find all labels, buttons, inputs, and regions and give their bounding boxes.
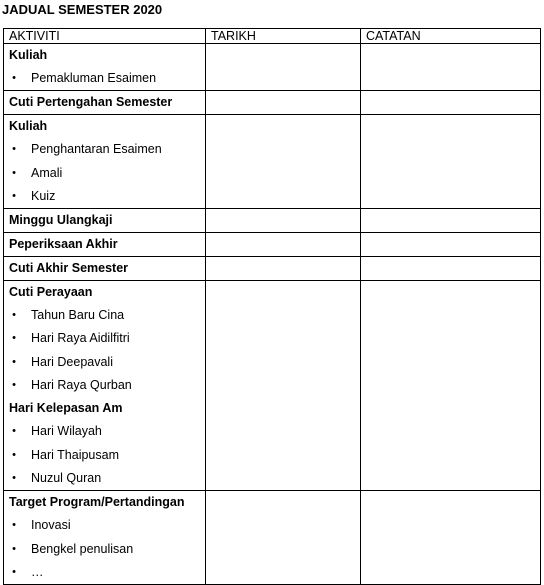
activity-heading: Target Program/Pertandingan bbox=[9, 495, 185, 510]
bullet-icon: • bbox=[12, 519, 16, 532]
list-item-text: Pemakluman Esaimen bbox=[31, 71, 157, 85]
table-header-row bbox=[4, 29, 541, 44]
list-item-text: … bbox=[31, 564, 44, 579]
list-item bbox=[9, 185, 205, 208]
list-item bbox=[9, 67, 205, 90]
semester-schedule-table bbox=[3, 28, 541, 585]
list-item-text: Hari Wilayah bbox=[31, 424, 102, 439]
catatan-cell bbox=[361, 209, 541, 233]
list-item bbox=[9, 444, 205, 467]
tarikh-cell bbox=[206, 44, 361, 91]
list-item bbox=[9, 514, 205, 537]
list-item-text: Bengkel penulisan bbox=[31, 541, 134, 556]
table-row bbox=[4, 257, 541, 281]
table-row bbox=[4, 281, 541, 491]
bullet-icon: • bbox=[12, 565, 16, 578]
activity-heading: Peperiksaan Akhir bbox=[9, 237, 118, 252]
column-header-catatan: CATATAN bbox=[361, 29, 541, 44]
list-item bbox=[9, 538, 205, 561]
bullet-icon: • bbox=[12, 379, 16, 392]
tarikh-cell bbox=[206, 491, 361, 585]
table-row bbox=[4, 209, 541, 233]
bullet-icon: • bbox=[12, 72, 16, 84]
bullet-icon: • bbox=[12, 448, 16, 461]
column-header-aktiviti: AKTIVITI bbox=[4, 29, 206, 44]
catatan-cell bbox=[361, 491, 541, 585]
activity-heading: Kuliah bbox=[9, 48, 48, 62]
aktiviti-cell bbox=[4, 209, 206, 233]
catatan-cell bbox=[361, 91, 541, 115]
tarikh-cell bbox=[206, 233, 361, 257]
catatan-cell bbox=[361, 115, 541, 209]
catatan-cell bbox=[361, 257, 541, 281]
list-item bbox=[9, 374, 205, 397]
list-item bbox=[9, 561, 205, 584]
list-item bbox=[9, 467, 205, 490]
list-item bbox=[9, 162, 205, 185]
list-item-text: Tahun Baru Cina bbox=[31, 308, 125, 323]
table-row bbox=[4, 233, 541, 257]
table-row bbox=[4, 491, 541, 585]
bullet-icon: • bbox=[12, 542, 16, 555]
list-item bbox=[9, 420, 205, 443]
aktiviti-cell bbox=[4, 44, 206, 91]
activity-heading: Minggu Ulangkaji bbox=[9, 213, 113, 228]
aktiviti-cell bbox=[4, 281, 206, 491]
list-item-text: Inovasi bbox=[31, 518, 71, 533]
aktiviti-cell bbox=[4, 115, 206, 209]
tarikh-cell bbox=[206, 209, 361, 233]
document-title: JADUAL SEMESTER 2020 bbox=[2, 2, 163, 17]
list-item-text: Penghantaran Esaimen bbox=[31, 142, 162, 157]
list-item bbox=[9, 351, 205, 374]
bullet-icon: • bbox=[12, 471, 16, 484]
activity-heading: Kuliah bbox=[9, 119, 48, 134]
activity-heading: Cuti Akhir Semester bbox=[9, 261, 129, 276]
catatan-cell bbox=[361, 281, 541, 491]
tarikh-cell bbox=[206, 115, 361, 209]
column-header-tarikh: TARIKH bbox=[206, 29, 361, 44]
tarikh-cell bbox=[206, 91, 361, 115]
list-item-text: Hari Deepavali bbox=[31, 354, 113, 369]
table-row bbox=[4, 115, 541, 209]
activity-heading: Cuti Perayaan bbox=[9, 285, 93, 300]
list-item-text: Hari Thaipusam bbox=[31, 447, 120, 462]
activity-heading: Hari Kelepasan Am bbox=[9, 401, 123, 416]
table-row bbox=[4, 44, 541, 91]
bullet-icon: • bbox=[12, 309, 16, 322]
bullet-icon: • bbox=[12, 143, 16, 156]
aktiviti-cell bbox=[4, 233, 206, 257]
catatan-cell bbox=[361, 233, 541, 257]
list-item bbox=[9, 138, 205, 161]
bullet-icon: • bbox=[12, 332, 16, 345]
tarikh-cell bbox=[206, 281, 361, 491]
bullet-icon: • bbox=[12, 425, 16, 438]
list-item-text: Kuiz bbox=[31, 188, 56, 203]
list-item-text: Nuzul Quran bbox=[31, 470, 102, 485]
aktiviti-cell bbox=[4, 491, 206, 585]
activity-heading: Cuti Pertengahan Semester bbox=[9, 95, 173, 110]
bullet-icon: • bbox=[12, 189, 16, 202]
list-item-text: Hari Raya Aidilfitri bbox=[31, 331, 130, 346]
bullet-icon: • bbox=[12, 166, 16, 179]
catatan-cell bbox=[361, 44, 541, 91]
table-body bbox=[4, 44, 541, 585]
aktiviti-cell bbox=[4, 257, 206, 281]
tarikh-cell bbox=[206, 257, 361, 281]
list-item bbox=[9, 304, 205, 327]
list-item-text: Amali bbox=[31, 165, 63, 180]
bullet-icon: • bbox=[12, 355, 16, 368]
list-item-text: Hari Raya Qurban bbox=[31, 378, 132, 393]
aktiviti-cell bbox=[4, 91, 206, 115]
table-row bbox=[4, 91, 541, 115]
list-item bbox=[9, 327, 205, 350]
